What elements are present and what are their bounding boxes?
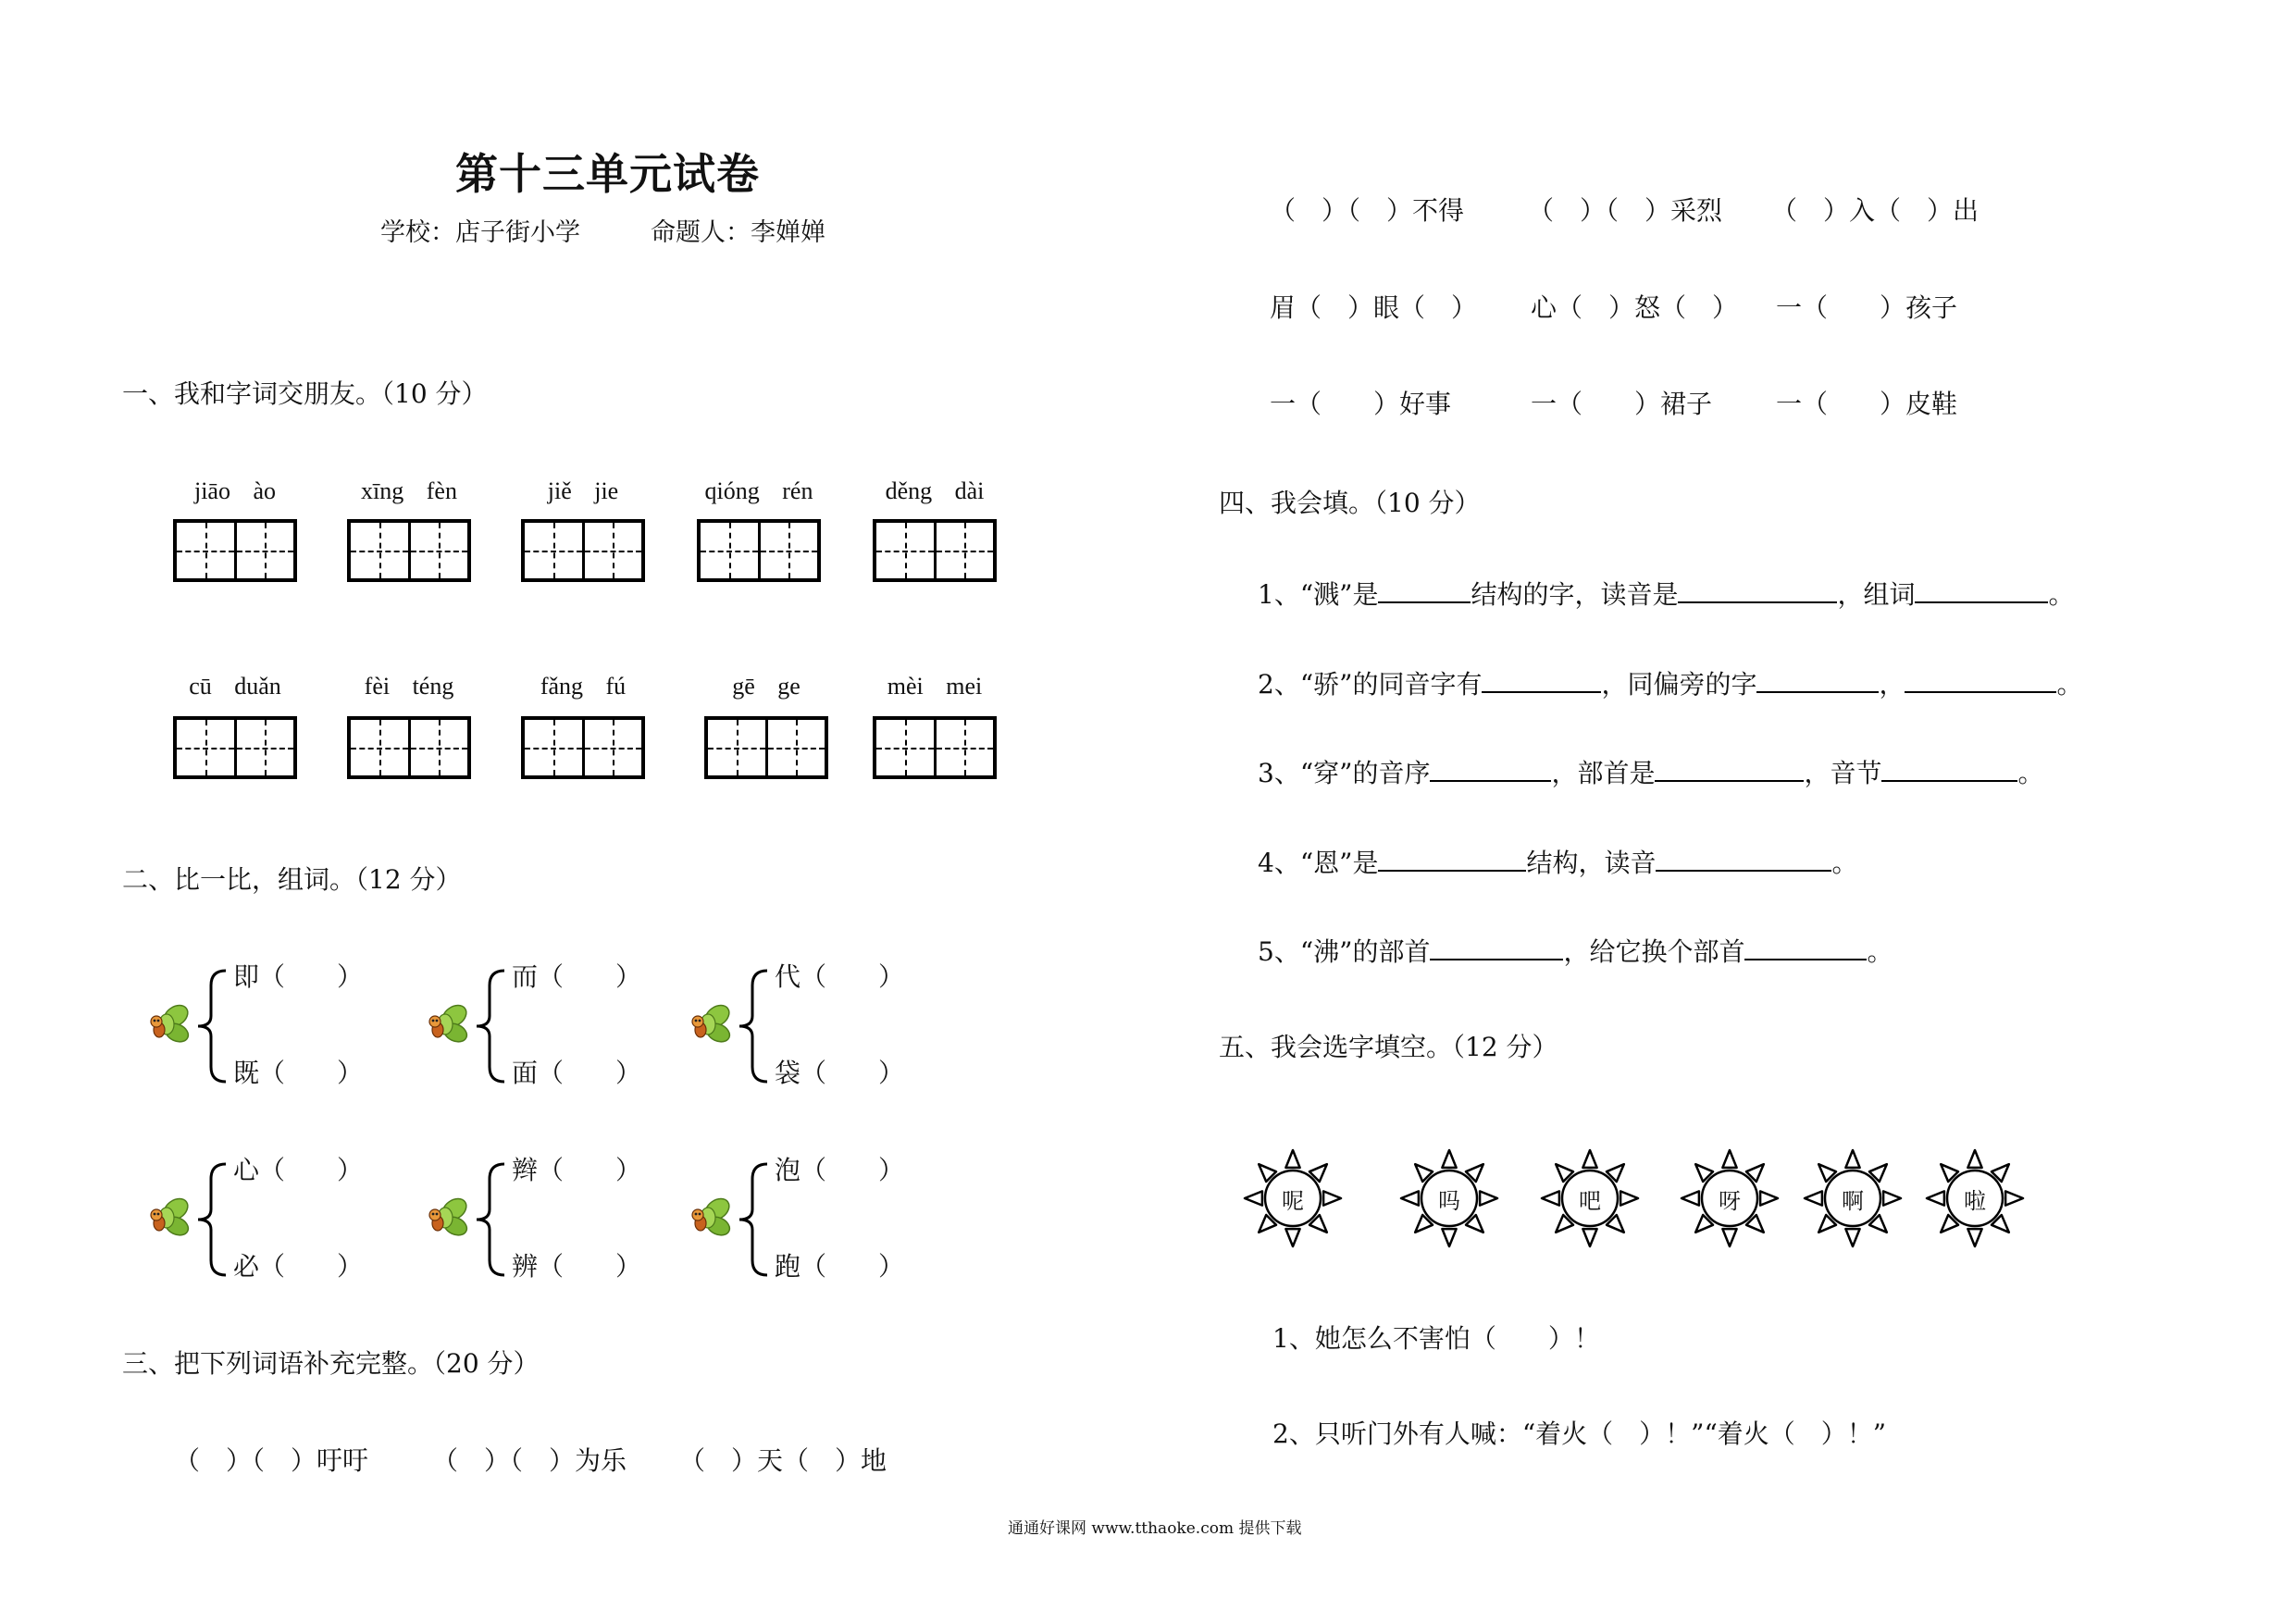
compare-word-top: 心（ ） xyxy=(233,1155,364,1185)
tianzi-grid-box xyxy=(704,716,828,779)
page-title: 第十三单元试卷 xyxy=(455,149,760,199)
butterfly-icon xyxy=(689,1196,733,1240)
fill-line xyxy=(1258,666,2083,703)
answer-blank xyxy=(1378,579,1471,603)
section2-heading: 二、比一比，组词。（12 分） xyxy=(122,864,462,895)
compare-group xyxy=(427,1157,676,1286)
brace-icon xyxy=(473,963,508,1089)
answer-blank xyxy=(1482,669,1601,693)
fill-text: 。 xyxy=(2056,669,2083,700)
idiom-fill-item: 眉（ ）眼（ ） xyxy=(1270,292,1478,323)
fill-text: ，音节 xyxy=(1804,758,1882,788)
grid-cell xyxy=(876,523,934,578)
fill-text: ， xyxy=(1879,669,1905,700)
pinyin-label: jiāo ào xyxy=(193,477,277,504)
sun-option xyxy=(1803,1148,1903,1248)
brace-icon xyxy=(194,1157,230,1282)
grid-cell xyxy=(234,523,294,578)
section5-heading: 五、我会选字填空。（12 分） xyxy=(1219,1032,1558,1062)
grid-cell xyxy=(708,720,765,775)
grid-cell xyxy=(876,720,934,775)
answer-blank xyxy=(1430,936,1563,960)
idiom-fill-item: （ ）（ ）采烈 xyxy=(1528,195,1723,226)
brace-icon xyxy=(194,963,230,1089)
fill-text: 。 xyxy=(1831,848,1858,878)
answer-blank xyxy=(1430,758,1551,782)
grid-cell xyxy=(934,720,994,775)
compare-word-top: 而（ ） xyxy=(512,961,642,992)
pinyin-label: děng dài xyxy=(885,477,985,504)
grid-cell xyxy=(934,523,994,578)
pinyin-label: mèi mei xyxy=(887,673,983,700)
answer-blank xyxy=(1756,669,1879,693)
fill-text: ，同偏旁的字 xyxy=(1601,669,1757,700)
answer-blank xyxy=(1905,669,2056,693)
pinyin-label: fǎng fú xyxy=(540,673,627,700)
idiom-fill-item: 一（ ）孩子 xyxy=(1776,292,1958,323)
grid-cell xyxy=(525,720,582,775)
section3-heading: 三、把下列词语补充完整。（20 分） xyxy=(122,1348,540,1379)
compare-group xyxy=(148,963,398,1093)
fill-text: 1、“溅”是 xyxy=(1258,579,1379,610)
section4-heading: 四、我会填。（10 分） xyxy=(1219,488,1481,518)
sun-option xyxy=(1925,1148,2025,1248)
brace-icon xyxy=(736,963,771,1089)
answer-blank xyxy=(1678,579,1837,603)
school-label: 学校：店子街小学 xyxy=(380,218,580,247)
tianzi-grid-box xyxy=(521,519,645,582)
sun-character: 呀 xyxy=(1719,1187,1741,1214)
brace-icon xyxy=(473,1157,508,1282)
idiom-fill-item: （ ）天（ ）地 xyxy=(679,1445,887,1476)
pinyin-label: xīng fèn xyxy=(361,477,457,504)
grid-cell xyxy=(701,523,758,578)
fill-text: ，组词 xyxy=(1837,579,1916,610)
idiom-fill-item: （ ）（ ）不得 xyxy=(1270,195,1465,226)
compare-word-bottom: 跑（ ） xyxy=(775,1251,905,1282)
compare-word-top: 即（ ） xyxy=(233,961,364,992)
compare-word-top: 辫（ ） xyxy=(512,1155,642,1185)
sun-option xyxy=(1399,1148,1499,1248)
section1-heading: 一、我和字词交朋友。（10 分） xyxy=(122,378,488,409)
idiom-fill-item: 一（ ）裙子 xyxy=(1531,389,1713,419)
grid-cell xyxy=(582,720,642,775)
pinyin-label: gē ge xyxy=(732,673,800,700)
grid-cell xyxy=(351,523,408,578)
sun-option xyxy=(1680,1148,1780,1248)
sun-character: 吧 xyxy=(1579,1187,1601,1214)
choice-sentence: 1、她怎么不害怕（ ）！ xyxy=(1272,1323,1600,1354)
fill-text: ，给它换个部首 xyxy=(1563,936,1745,967)
grid-cell xyxy=(177,523,234,578)
fill-line xyxy=(1258,755,2044,792)
fill-line xyxy=(1258,934,1893,971)
brace-icon xyxy=(736,1157,771,1282)
fill-text: 2、“骄”的同音字有 xyxy=(1258,669,1483,700)
answer-blank xyxy=(1378,848,1526,872)
compare-group xyxy=(148,1157,398,1286)
sun-option xyxy=(1540,1148,1640,1248)
grid-cell xyxy=(234,720,294,775)
grid-cell xyxy=(765,720,825,775)
compare-word-bottom: 袋（ ） xyxy=(775,1058,905,1088)
compare-word-bottom: 面（ ） xyxy=(512,1058,642,1088)
compare-group xyxy=(689,1157,939,1286)
fill-line xyxy=(1258,576,2075,613)
answer-blank xyxy=(1656,848,1831,872)
grid-cell xyxy=(582,523,642,578)
fill-text: 。 xyxy=(2048,579,2075,610)
compare-word-top: 代（ ） xyxy=(775,961,905,992)
answer-blank xyxy=(1881,758,2017,782)
fill-text: 5、“沸”的部首 xyxy=(1258,936,1431,967)
butterfly-icon xyxy=(689,1003,733,1047)
butterfly-icon xyxy=(427,1003,470,1047)
fill-text: 4、“恩”是 xyxy=(1258,848,1379,878)
choice-sentence: 2、只听门外有人喊：“着火（ ）！”“着火（ ）！” xyxy=(1272,1419,1887,1449)
compare-group xyxy=(689,963,939,1093)
compare-word-bottom: 辨（ ） xyxy=(512,1251,642,1282)
pinyin-label: fèi téng xyxy=(364,673,454,700)
footer-credit: 通通好课网 www.tthaoke.com 提供下载 xyxy=(1008,1519,1302,1538)
sun-character: 啊 xyxy=(1842,1187,1864,1214)
compare-group xyxy=(427,963,676,1093)
fill-text: 结构的字，读音是 xyxy=(1471,579,1679,610)
answer-blank xyxy=(1655,758,1804,782)
answer-blank xyxy=(1915,579,2048,603)
idiom-fill-item: 一（ ）好事 xyxy=(1270,389,1452,419)
compare-word-bottom: 必（ ） xyxy=(233,1251,364,1282)
butterfly-icon xyxy=(148,1196,192,1240)
pinyin-label: cū duǎn xyxy=(189,673,281,700)
idiom-fill-item: （ ）（ ）为乐 xyxy=(432,1445,627,1476)
idiom-fill-item: （ ）入（ ）出 xyxy=(1771,195,1980,226)
butterfly-icon xyxy=(148,1003,192,1047)
author-label: 命题人：李婵婵 xyxy=(651,218,825,247)
compare-word-top: 泡（ ） xyxy=(775,1155,905,1185)
grid-cell xyxy=(408,720,468,775)
sun-character: 啦 xyxy=(1964,1187,1986,1214)
tianzi-grid-box xyxy=(347,519,471,582)
tianzi-grid-box xyxy=(521,716,645,779)
grid-cell xyxy=(758,523,818,578)
sun-character: 吗 xyxy=(1438,1187,1460,1214)
idiom-fill-item: 心（ ）怒（ ） xyxy=(1531,292,1739,323)
fill-text: 。 xyxy=(2017,758,2044,788)
sun-character: 呢 xyxy=(1282,1187,1304,1214)
grid-cell xyxy=(525,523,582,578)
tianzi-grid-box xyxy=(173,716,297,779)
tianzi-grid-box xyxy=(873,519,997,582)
grid-cell xyxy=(351,720,408,775)
tianzi-grid-box xyxy=(173,519,297,582)
grid-cell xyxy=(177,720,234,775)
fill-text: ，部首是 xyxy=(1551,758,1656,788)
answer-blank xyxy=(1744,936,1867,960)
pinyin-label: qióng rén xyxy=(704,477,813,504)
fill-text: 结构，读音 xyxy=(1526,848,1657,878)
idiom-fill-item: 一（ ）皮鞋 xyxy=(1776,389,1958,419)
sun-option xyxy=(1243,1148,1343,1248)
pinyin-label: jiě jie xyxy=(547,477,619,504)
fill-line xyxy=(1258,845,1857,882)
tianzi-grid-box xyxy=(697,519,821,582)
tianzi-grid-box xyxy=(873,716,997,779)
fill-text: 。 xyxy=(1867,936,1893,967)
idiom-fill-item: （ ）（ ）吁吁 xyxy=(174,1445,369,1476)
compare-word-bottom: 既（ ） xyxy=(233,1058,364,1088)
grid-cell xyxy=(408,523,468,578)
butterfly-icon xyxy=(427,1196,470,1240)
fill-text: 3、“穿”的音序 xyxy=(1258,758,1431,788)
tianzi-grid-box xyxy=(347,716,471,779)
